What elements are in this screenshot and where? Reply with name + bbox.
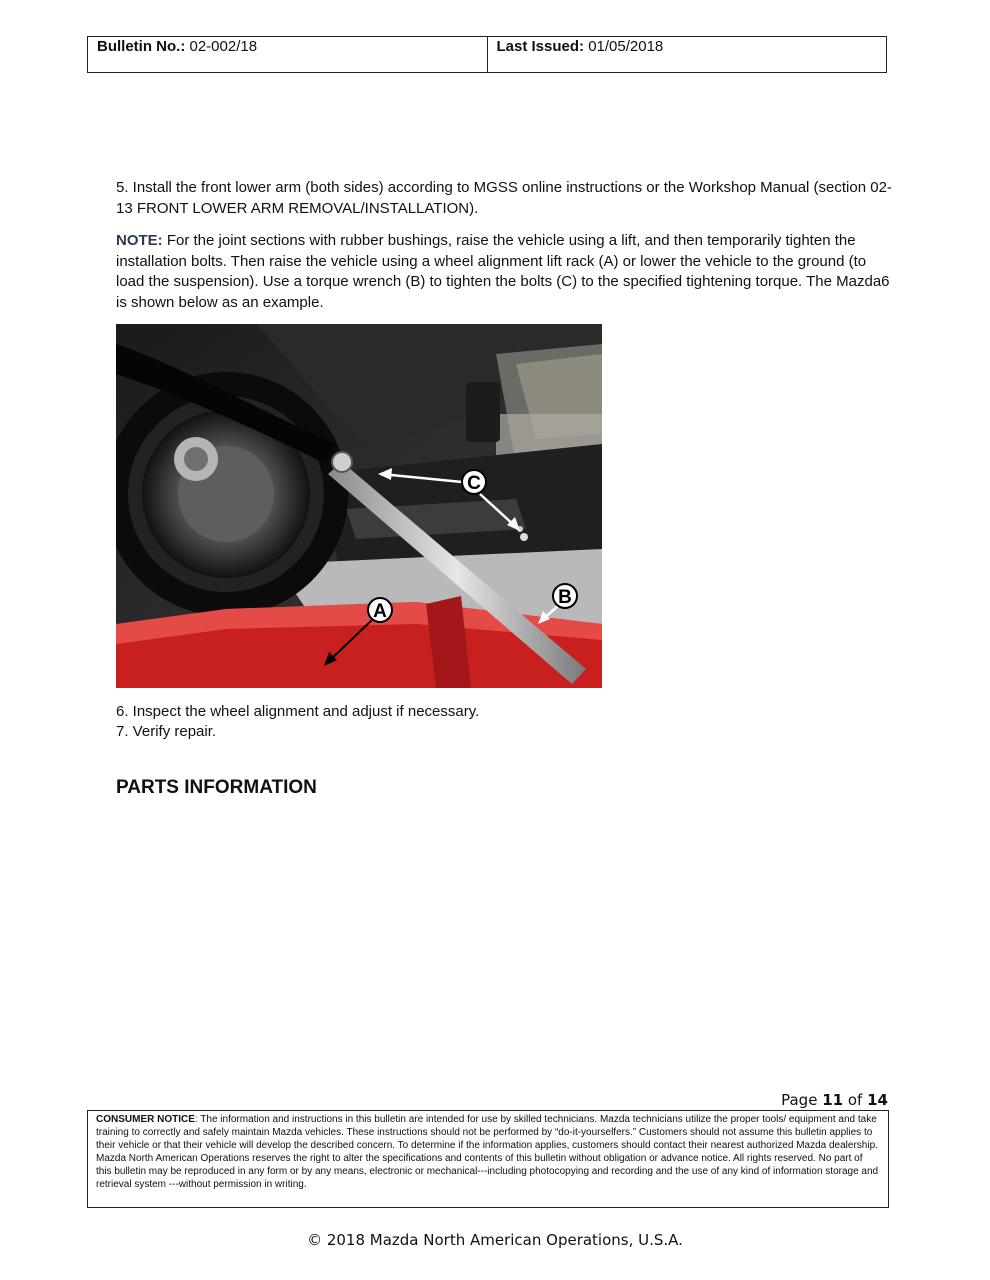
- bulletin-number-value: 02-002/18: [189, 38, 258, 55]
- last-issued-cell: [487, 37, 887, 72]
- parts-information-heading: PARTS INFORMATION: [116, 777, 317, 798]
- step-5-text: 5. Install the front lower arm (both sides) according to MGSS online instructions or the Workshop Manual (section 02-13 FRONT LOWER ARM REMOVAL/INSTALLATION).: [116, 179, 892, 217]
- bulletin-number-label: Bulletin No.:: [97, 38, 186, 55]
- note-paragraph: [116, 231, 896, 313]
- bulletin-number-cell: [88, 37, 487, 72]
- copyright-footer: © 2018 Mazda North American Operations, U.S.A.: [307, 1231, 683, 1249]
- callout-b: B: [558, 587, 572, 608]
- step-6-text: 6. Inspect the wheel alignment and adjust if necessary.: [116, 703, 480, 720]
- note-label: NOTE:: [116, 232, 163, 249]
- callout-a: A: [373, 601, 387, 622]
- callout-c: C: [467, 473, 481, 494]
- mazda6-suspension-photo: [116, 324, 602, 688]
- page-total: 14: [867, 1091, 888, 1109]
- page-current: 11: [822, 1091, 844, 1109]
- page-number: [781, 1091, 888, 1109]
- last-issued-label: Last Issued:: [496, 38, 585, 55]
- consumer-notice-text: : The information and instructions in this bulletin are intended for use by skilled technicians. Mazda technicians utilize the proper tools/ equipment and take training to correctly and safely maintain Mazda vehicles. These instructions should not be performed by “do-it-yourselfers.” Customers should not assume this bulletin applies to their vehicle or that their vehicle will develop the described concern. To determine if the information applies, customers should contact their nearest authorized Mazda dealership. Mazda North American Operations reserves the right to alter the specifications and contents of this bulletin without obligation or advance notice. All rights reserved. No part of this bulletin may be reproduced in any form or by any means, electronic or mechanical---including photocopying and recording and the use of any kind of information storage and retrieval system ---without permission in writing.: [96, 1114, 879, 1191]
- consumer-notice-label: CONSUMER NOTICE: [96, 1114, 195, 1125]
- page-prefix: Page: [781, 1091, 818, 1109]
- consumer-notice: [87, 1110, 889, 1208]
- page-separator: of: [847, 1091, 863, 1109]
- step-7-text: 7. Verify repair.: [116, 723, 217, 740]
- last-issued-value: 01/05/2018: [588, 38, 664, 55]
- note-text: For the joint sections with rubber bushings, raise the vehicle using a lift, and then temporarily tighten the installation bolts. Then raise the vehicle using a wheel alignment lift rack (A) or lower the vehicle to the ground (to load the suspension). Use a torque wrench (B) to tighten the bolts (C) to the specified tightening torque. The Mazda6 is shown below as an example.: [116, 232, 890, 311]
- bulletin-header: [87, 36, 887, 73]
